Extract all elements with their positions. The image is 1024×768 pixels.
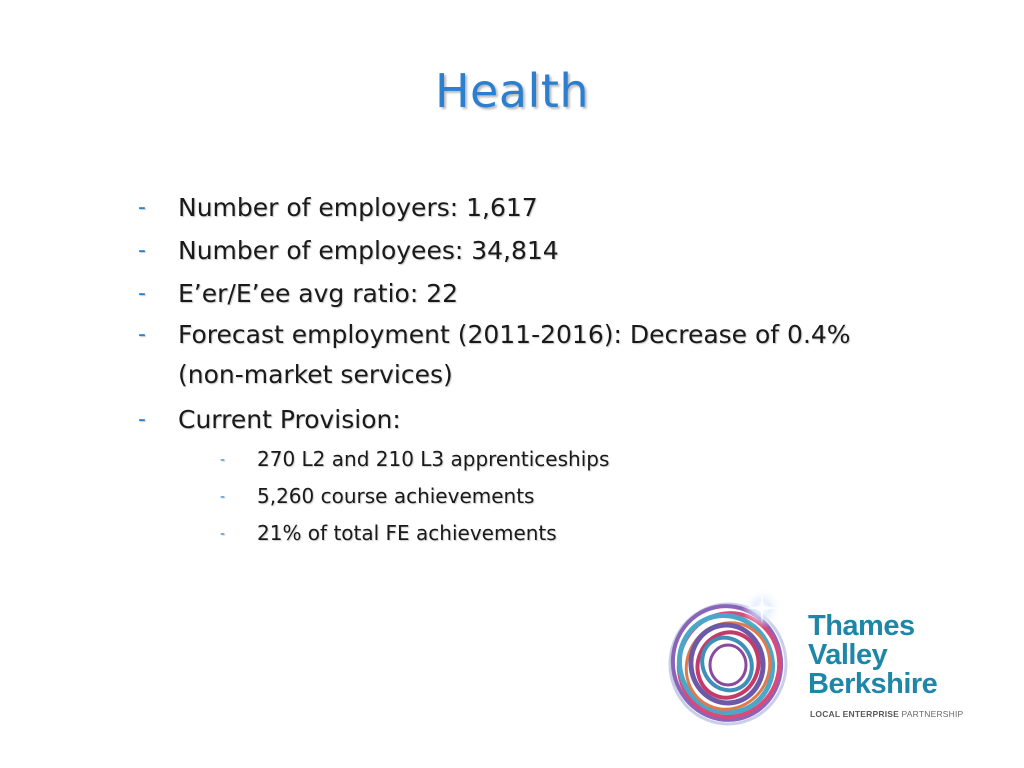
sub-bullet-marker: -: [220, 489, 226, 505]
bullet-marker: -: [138, 195, 146, 220]
logo-tag-rest: PARTNERSHIP: [899, 709, 964, 719]
sub-bullet-text: 5,260 course achievements: [257, 484, 535, 508]
sub-bullet-text: 270 L2 and 210 L3 apprenticeships: [257, 447, 610, 471]
logo-line-2: Valley: [808, 639, 888, 671]
sub-bullet-marker: -: [220, 526, 226, 542]
sub-bullet-item: [220, 441, 878, 478]
bullet-item: [138, 229, 878, 272]
sub-bullet-marker: -: [220, 452, 226, 468]
lep-logo-wordmark: [808, 612, 937, 699]
logo-tagline: [810, 709, 963, 719]
bullet-item: [138, 272, 878, 315]
bullet-item: [138, 186, 878, 229]
bullet-item: [138, 398, 878, 552]
bullet-marker: -: [138, 238, 146, 263]
bullet-marker: -: [138, 407, 146, 432]
sub-bullet-item: [220, 478, 878, 515]
bullet-marker: -: [138, 281, 146, 306]
sub-bullet-list: [178, 441, 878, 552]
bullet-list: [138, 186, 878, 552]
bullet-text: E’er/E’ee avg ratio: 22: [178, 279, 459, 308]
bullet-text: Forecast employment (2011-2016): Decrease of 0.4% (non-market services): [178, 320, 851, 389]
logo-line-3: Berkshire: [808, 668, 938, 700]
bullet-text: Number of employers: 1,617: [178, 193, 538, 222]
slide-title: Health: [434, 64, 590, 118]
bullet-text: Current Provision:: [178, 405, 401, 434]
bullet-marker: -: [138, 322, 146, 347]
sub-bullet-item: [220, 515, 878, 552]
logo-tag-bold: LOCAL ENTERPRISE: [810, 709, 899, 719]
bullet-text: Number of employees: 34,814: [178, 236, 559, 265]
sub-bullet-text: 21% of total FE achievements: [257, 521, 557, 545]
logo-line-1: Thames: [808, 610, 915, 642]
bullet-item: [138, 315, 878, 395]
